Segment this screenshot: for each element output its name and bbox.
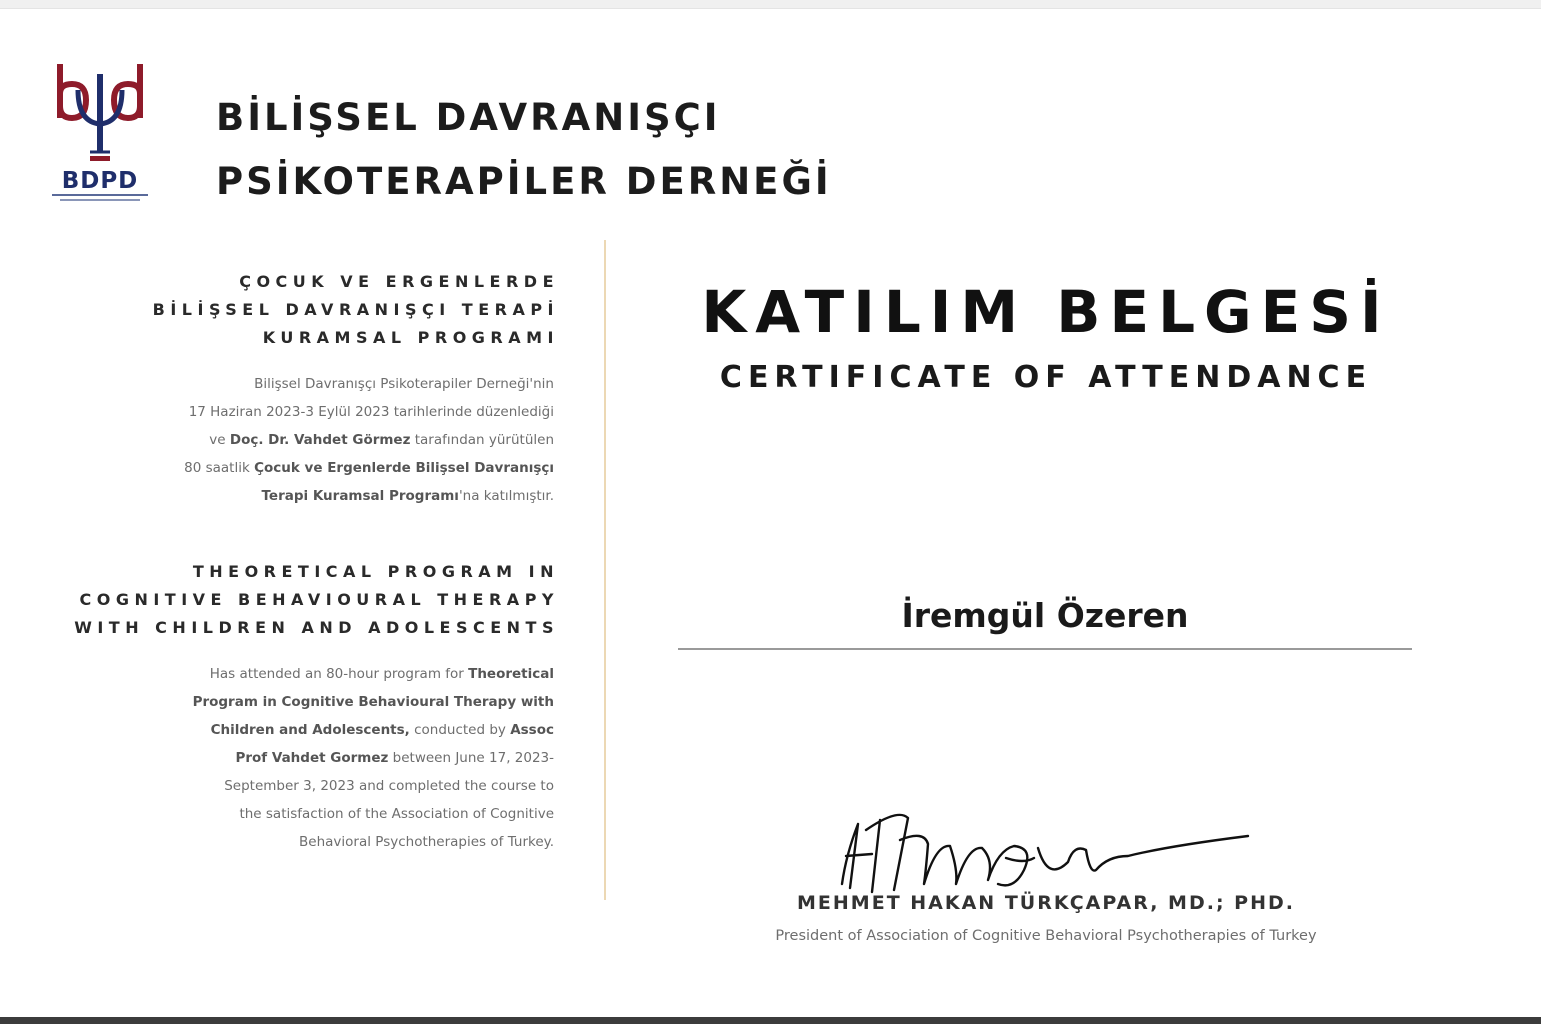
text-line	[40, 716, 554, 744]
program-heading-en-line3: WITH CHILDREN AND ADOLESCENTS	[74, 618, 559, 637]
text-run: 'na katılmıştır.	[458, 488, 554, 504]
text-line	[40, 482, 554, 510]
program-description	[40, 268, 559, 856]
text-line: the satisfaction of the Association of Cognitive	[239, 806, 554, 822]
organization-name-line2: PSİKOTERAPİLER DERNEĞİ	[216, 160, 832, 203]
text-run: 80 saatlik	[184, 460, 255, 476]
text-line	[40, 454, 554, 482]
text-line	[40, 688, 554, 716]
text-run: ve	[209, 432, 230, 448]
text-line	[40, 744, 554, 772]
bottom-edge	[0, 1017, 1541, 1024]
text-line	[40, 660, 554, 688]
signature	[828, 800, 1268, 900]
program-heading-tr-line1: ÇOCUK VE ERGENLERDE	[239, 272, 559, 291]
program-heading-en	[40, 558, 559, 642]
certificate-title: KATILIM BELGESİ	[701, 278, 1391, 346]
recipient-name: İremgül Özeren	[901, 596, 1189, 635]
organization-name	[216, 86, 832, 214]
program-heading-en-line2: COGNITIVE BEHAVIOURAL THERAPY	[79, 590, 559, 609]
text-run-bold: Terapi Kuramsal Programı	[261, 488, 459, 504]
text-line: 17 Haziran 2023-3 Eylül 2023 tarihlerinde düzenlediği	[188, 404, 554, 420]
signatory-title: President of Association of Cognitive Behavioral Psychotherapies of Turkey	[775, 928, 1317, 944]
recipient-underline	[678, 648, 1412, 650]
text-line: Bilişsel Davranışçı Psikoterapiler Derneği'nin	[254, 376, 554, 392]
text-run-bold: Çocuk ve Ergenlerde Bilişsel Davranışçı	[254, 460, 554, 476]
text-line: Behavioral Psychotherapies of Turkey.	[299, 834, 554, 850]
program-heading-en-line1: THEORETICAL PROGRAM IN	[192, 562, 559, 581]
program-heading-tr-line3: KURAMSAL PROGRAMI	[262, 328, 559, 347]
program-text-tr	[40, 370, 554, 510]
text-run: conducted by	[409, 722, 511, 738]
certificate-subtitle: CERTIFICATE OF ATTENDANCE	[719, 360, 1373, 395]
text-run-bold: Theoretical	[468, 666, 554, 682]
text-run-bold: Assoc	[510, 722, 554, 738]
signatory-name: MEHMET HAKAN TÜRKÇAPAR, MD.; PHD.	[797, 892, 1295, 914]
text-run: tarafından yürütülen	[410, 432, 554, 448]
text-run-bold: Prof Vahdet Gormez	[235, 750, 389, 766]
program-heading-tr	[40, 268, 559, 352]
organization-name-line1: BİLİŞSEL DAVRANIŞÇI	[216, 96, 721, 139]
text-run-bold: Children and Adolescents,	[210, 722, 410, 738]
program-text-en	[40, 660, 554, 856]
text-run-bold: Doç. Dr. Vahdet Görmez	[229, 432, 411, 448]
text-run-bold: Program in Cognitive Behavioural Therapy with	[192, 694, 554, 710]
text-line: September 3, 2023 and completed the course to	[224, 778, 554, 794]
logo-text: BDPD	[61, 168, 139, 194]
text-run: between June 17, 2023-	[388, 750, 554, 766]
top-edge	[0, 0, 1541, 9]
program-heading-tr-line2: BİLİŞSEL DAVRANIŞÇI TERAPİ	[152, 300, 559, 319]
text-line	[40, 426, 554, 454]
text-run: Has attended an 80-hour program for	[209, 666, 469, 682]
divider	[604, 240, 606, 900]
bdpd-logo	[46, 60, 156, 208]
